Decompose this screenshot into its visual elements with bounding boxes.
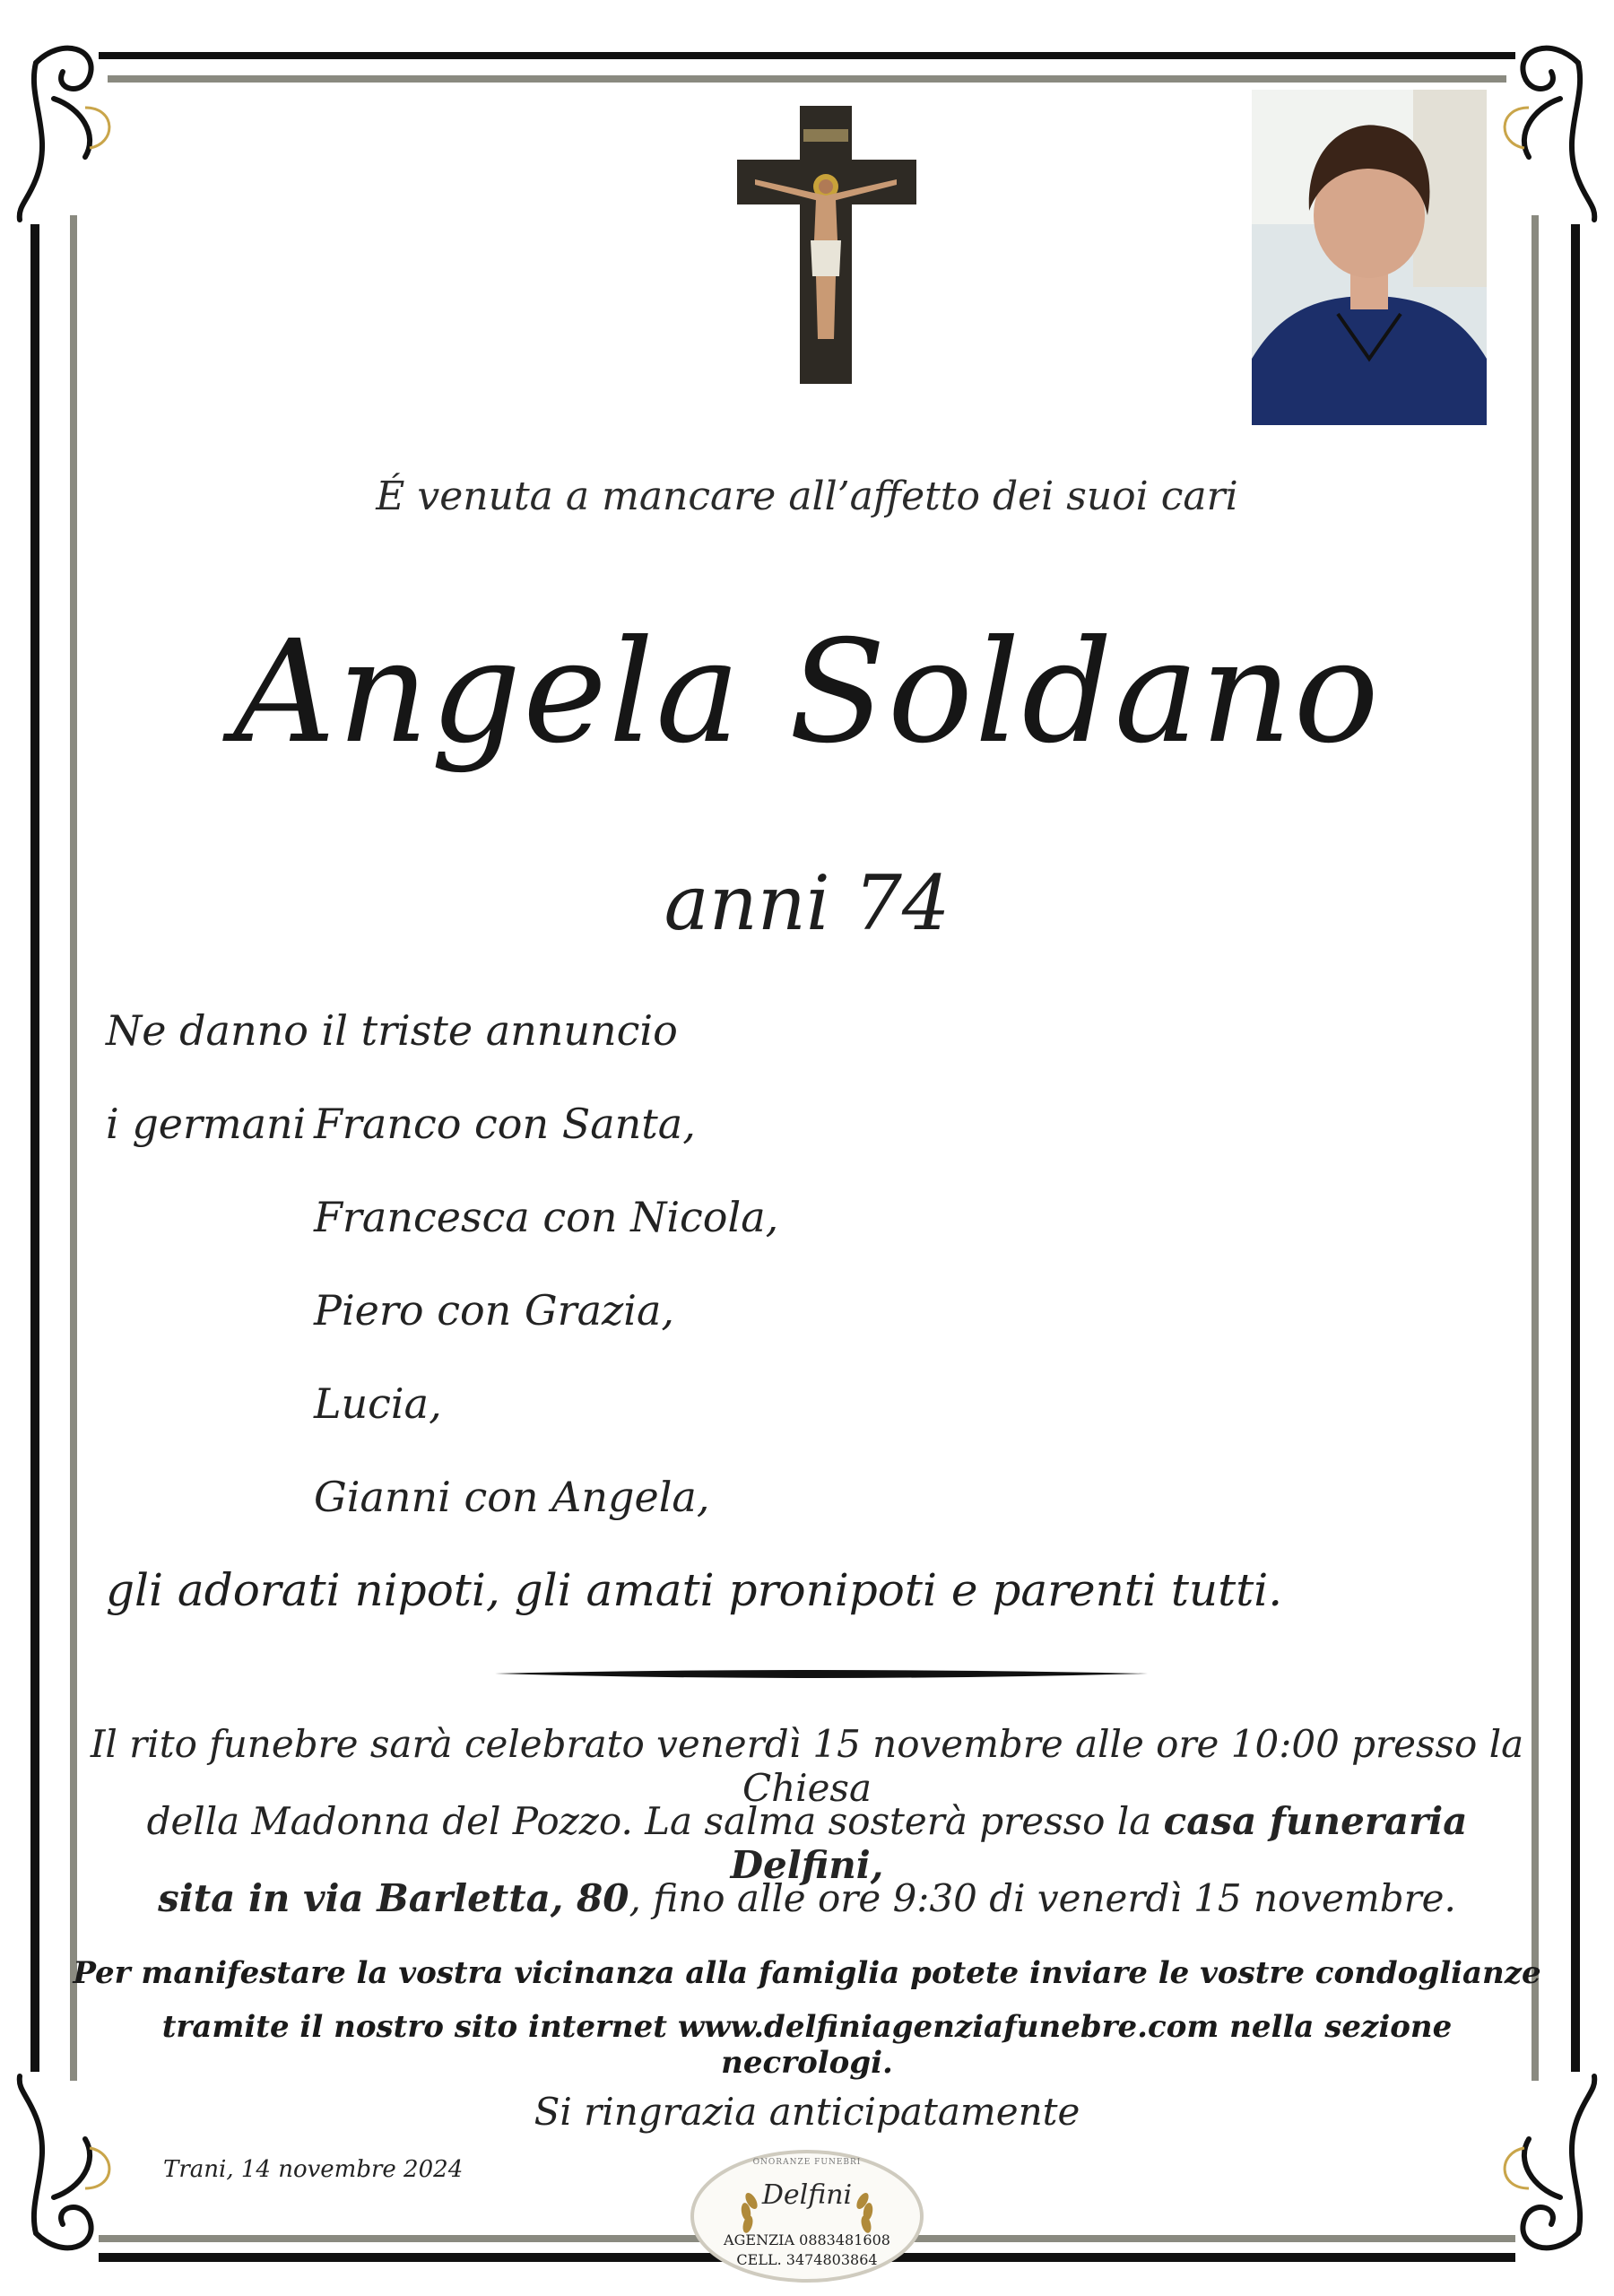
deceased-age: anni 74 <box>664 859 950 947</box>
announcement-text: Ne danno il triste annuncio <box>106 1006 678 1055</box>
logo-cell-phone: CELL. 3474803864 <box>736 2251 878 2268</box>
condolences-line-2: tramite il nostro sito internet www.delfiniagenziafunebre.com nella sezione necrologi. <box>161 2009 1453 2081</box>
crucifix-icon <box>737 106 916 384</box>
place-date: Trani, 14 novembre 2024 <box>163 2156 464 2183</box>
funeral-home-name: casa funeraria Delfini, <box>730 1799 1468 1887</box>
rite-line-2-text: della Madonna del Pozzo. La salma sosterà presso la <box>146 1799 1164 1843</box>
logo-top-text: ONORANZE FUNEBRI <box>752 2158 862 2167</box>
condolences-line-1: Per manifestare la vostra vicinanza alla famiglia potete inviare le vostre condoglianze <box>73 1955 1541 1991</box>
family-member: Franco con Santa, <box>314 1100 696 1148</box>
family-label: i germani <box>106 1100 307 1148</box>
logo-name: Delfini <box>761 2179 853 2211</box>
funeral-home-address: sita in via Barletta, 80 <box>158 1876 629 1920</box>
rite-line-3 <box>90 1876 1524 1920</box>
intro-text: É venuta a mancare all’affetto dei suoi cari <box>376 474 1238 519</box>
family-member: Piero con Grazia, <box>314 1286 675 1335</box>
rite-line-2 <box>90 1799 1524 1887</box>
family-member: Lucia, <box>314 1379 442 1428</box>
thanks-text: Si ringrazia anticipatamente <box>534 2090 1080 2134</box>
rite-line-3-text: , fino alle ore 9:30 di venerdì 15 novembre. <box>629 1876 1456 1920</box>
portrait-photo <box>1252 90 1487 425</box>
closing-family-text: gli adorati nipoti, gli amati pronipoti e parenti tutti. <box>106 1564 1283 1616</box>
logo-agency-phone: AGENZIA 0883481608 <box>724 2231 890 2248</box>
deceased-name: Angela Soldano <box>233 610 1381 775</box>
rite-line-1: Il rito funebre sarà celebrato venerdì 15 novembre alle ore 10:00 presso la Chiesa <box>90 1722 1524 1810</box>
family-member: Gianni con Angela, <box>314 1473 710 1521</box>
family-member: Francesca con Nicola, <box>314 1193 779 1241</box>
